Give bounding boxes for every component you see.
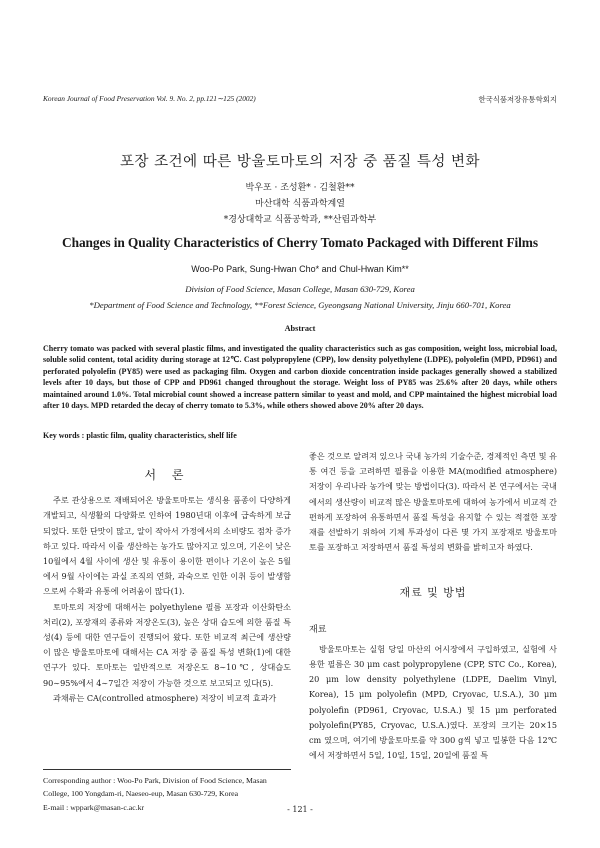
english-affiliation-2: *Department of Food Science and Technology, **Forest Science, Gyeongsang National University, Jinju 660-701, Korea xyxy=(89,299,511,310)
email-line: E-mail : wppark@masan-c.ac.kr xyxy=(43,802,145,812)
korean-title: 포장 조건에 따른 방울토마토의 저장 중 품질 특성 변화 xyxy=(119,154,481,170)
journal-header: Korean Journal of Food Preservation Vol. 9. No. 2, pp.121∼125 (2002) xyxy=(43,94,256,103)
english-authors: Woo-Po Park, Sung-Hwan Cho* and Chul-Hwan Kim** xyxy=(191,264,409,274)
intro-paragraph-1: 주로 관상용으로 재배되어온 방울토마토는 생식용 품종이 다양하게 개발되고, 식생활의 다양화로 인하여 1980년대 이후에 급속하게 보급되었다. 또한 단맛이 많고, 알이 작아서 가정에서의 소비량도 점차 증가하고 있다. 따라서 이를 생산하는 농가도 많아지고 있으며, 기온이 낮은 10월에서 4월 사이에 생산 및 유통이 용이한 편이나 기온이 높은 5월에서 9월 사이에는 과실 조직의 연화, 과숙으로 인한 이취 등이 발생함으로써 수확과 유통에 어려움이 많다(1). xyxy=(43,495,291,597)
korean-affiliation-2: *경상대학교 식품공학과, **산림과학부 xyxy=(223,215,377,225)
footnote-divider xyxy=(43,769,291,770)
korean-authors-block xyxy=(0,180,600,228)
intro-paragraph-2: 토마토의 저장에 대해서는 polyethylene 필름 포장과 이산화탄소 처리(2), 포장재의 종류와 저장온도(3), 높은 상대 습도에 의한 품질 특성(4) 등에 대한 연구들이 진행되어 왔다. 또한 비교적 최근에 생산량이 많은 방울토마토에 대해서는 CA 저장 중 품질 특성 변화(1)에 대한 연구가 있다. 토마토는 일반적으로 저장온도 8∼10℃, 상대습도 90∼95%에서 4∼7일간 저장이 가능한 것으로 보고되고 있다(5). xyxy=(43,601,291,688)
abstract-heading: Abstract xyxy=(284,324,316,333)
materials-paragraph: 방울토마토는 실험 당일 마산의 어시장에서 구입하였고, 실험에 사용한 필름은 30 μm cast polypropylene (CPP, STC Co., Korea), 20 μm low density polyethylene (LDPE, Daelim Vinyl, Korea), 15 μm polyolefin (MPD, Cryovac, U.S.A.), 30 μm polyolefin (PD961, Cryovac, U.S.A.) 및 15 μm perforated polyolefin(PY85, Cryovac, U.S.A.)였다. 포장의 크기는 20×15 cm 였으며, 여기에 방울토마토를 약 300 g씩 넣고 밀봉한 다음 12℃에서 저장하면서 5일, 10일, 15일, 20일에 품질 특 xyxy=(309,643,557,761)
corresponding-author: Corresponding author : Woo-Po Park, Division of Food Science, Masan College, 100 Yongdam-ri, Naeseo-eup, Masan 630-729, Korea xyxy=(43,776,267,799)
introduction-heading: 서 론 xyxy=(144,468,190,482)
methods-heading: 재료 및 방법 xyxy=(399,586,467,600)
keywords: Key words : plastic film, quality characteristics, shelf life xyxy=(43,431,237,440)
intro-paragraph-3: 과채류는 CA(controlled atmosphere) 저장이 비교적 효과가 xyxy=(53,692,277,703)
english-affiliations xyxy=(0,282,600,313)
materials-heading: 재료 xyxy=(309,624,327,635)
korean-authors: 박우포 · 조성환* · 김철환** xyxy=(245,183,355,193)
intro-continuation: 좋은 것으로 알려져 있으나 국내 농가의 기술수준, 경제적인 측면 및 유통 여건 등을 고려하면 필름을 이용한 MA(modified atmosphere) 저장이 우리나라 농가에 맞는 방법이다(3). 따라서 본 연구에서는 국내에서의 생산량이 비교적 많은 방울토마토에 대하여 농가에서 비교적 간편하게 포장하여 유통하면서 품질 특성을 유지할 수 있는 적절한 포장재를 선발하기 위하여 기체 투과성이 다른 몇 가지 포장재로 방울토마토를 포장하고 저장하면서 품질 특성의 변화를 밝히고자 하였다. xyxy=(309,451,557,553)
society-header: 한국식품저장유통학회지 xyxy=(478,95,557,104)
left-column xyxy=(43,468,291,706)
english-affiliation-1: Division of Food Science, Masan College, Masan 630-729, Korea xyxy=(185,284,415,294)
right-column xyxy=(309,449,557,763)
english-title: Changes in Quality Characteristics of Cherry Tomato Packaged with Different Films xyxy=(62,235,538,250)
abstract-text: Cherry tomato was packed with several plastic films, and investigated the quality characteristics such as gas composition, weight loss, microbial load, soluble solid content, total acidity during storage at 12℃. Cast polypropylene (CPP), low density polyethylene (LDPE), polyolefin (MPD, PD961) and perforated polyolefin (PY85) were used as packaging film. Oxygen and carbon dioxide concentration inside packages generally showed a stabilized levels after 10 days, but those of CPP and PD961 changed throughout the storage. Weight loss of PY85 was 25.6% after 20 days, while others maintained around 1.0%. Total microbial count showed a increase pattern similar to yeast and mold, and CPP maintained the highest microbial load after 10 days. MPD retarded the decay of cherry tomato to 5.3%, while others showed above 20% after 20 days. xyxy=(43,344,557,411)
korean-affiliation-1: 마산대학 식품과학계열 xyxy=(255,199,345,209)
page-number: - 121 - xyxy=(287,805,313,814)
